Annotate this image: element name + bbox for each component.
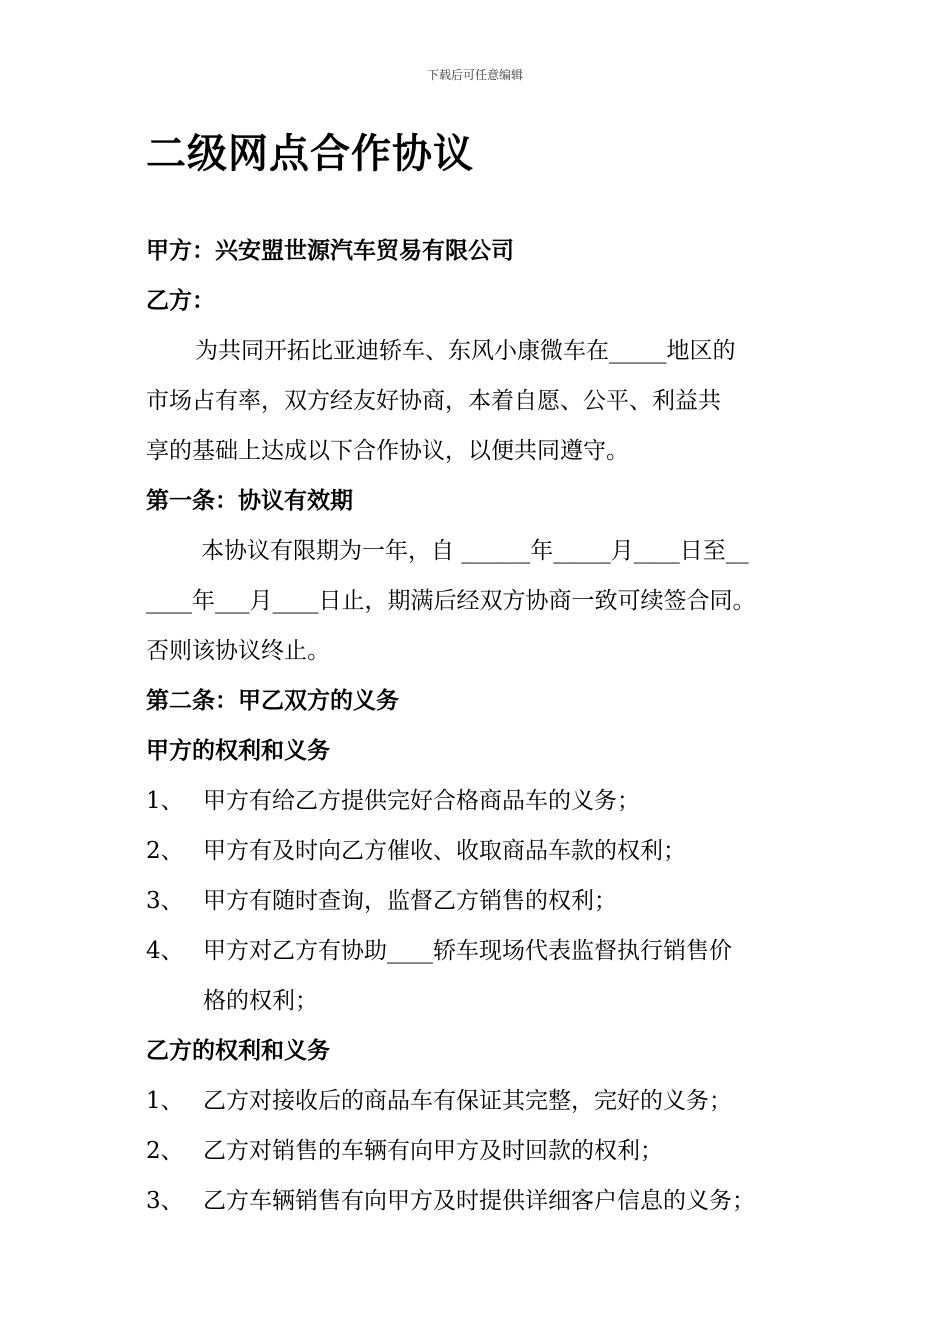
intro-line-1: 为共同开拓比亚迪轿车、东风小康微车在_____地区的 bbox=[195, 338, 736, 364]
document-body bbox=[146, 226, 826, 1226]
article-1-line-1: 本协议有限期为一年，自 ______年_____月____日至__ bbox=[201, 538, 749, 564]
list-item-number: 3、 bbox=[146, 1188, 184, 1214]
list-item bbox=[146, 776, 826, 826]
list-item-text: 甲方对乙方有协助____轿车现场代表监督执行销售价 bbox=[203, 938, 732, 964]
party-b-rights-heading: 乙方的权利和义务 bbox=[146, 1038, 330, 1064]
list-item-text: 甲方有及时向乙方催收、收取商品车款的权利； bbox=[203, 838, 686, 864]
page-header-note: 下载后可任意编辑 bbox=[426, 68, 523, 82]
list-item-number: 1、 bbox=[146, 1088, 184, 1114]
list-item-number: 2、 bbox=[146, 1138, 184, 1164]
list-item bbox=[146, 926, 826, 976]
article-1-line-3: 否则该协议终止。 bbox=[146, 638, 330, 664]
list-item-text: 乙方对销售的车辆有向甲方及时回款的权利； bbox=[203, 1138, 663, 1164]
list-item bbox=[146, 1126, 826, 1176]
list-item-text: 乙方车辆销售有向甲方及时提供详细客户信息的义务； bbox=[203, 1188, 755, 1214]
party-a-line: 甲方：兴安盟世源汽车贸易有限公司 bbox=[146, 238, 514, 264]
list-item-number: 2、 bbox=[146, 838, 184, 864]
list-item-number: 4、 bbox=[146, 938, 184, 964]
party-b-line: 乙方： bbox=[146, 288, 215, 314]
list-item-number: 3、 bbox=[146, 888, 184, 914]
party-a-rights-heading: 甲方的权利和义务 bbox=[146, 738, 330, 764]
intro-line-2: 市场占有率，双方经友好协商，本着自愿、公平、利益共 bbox=[146, 388, 721, 414]
list-item-text: 甲方有随时查询，监督乙方销售的权利； bbox=[203, 888, 617, 914]
list-item bbox=[146, 1076, 826, 1126]
list-item-text: 甲方有给乙方提供完好合格商品车的义务； bbox=[203, 788, 640, 814]
list-item-text: 乙方对接收后的商品车有保证其完整，完好的义务； bbox=[203, 1088, 732, 1114]
article-1-heading: 第一条：协议有效期 bbox=[146, 488, 353, 514]
intro-line-3: 享的基础上达成以下合作协议，以便共同遵守。 bbox=[146, 438, 629, 464]
list-item bbox=[146, 876, 826, 926]
document-title: 二级网点合作协议 bbox=[146, 131, 474, 177]
article-2-heading: 第二条：甲乙双方的义务 bbox=[146, 688, 399, 714]
list-item-continuation: 格的权利； bbox=[203, 988, 318, 1014]
list-item bbox=[146, 1176, 826, 1226]
article-1-line-2: ____年___月____日止，期满后经双方协商一致可续签合同。 bbox=[146, 588, 756, 614]
list-item-number: 1、 bbox=[146, 788, 184, 814]
list-item bbox=[146, 826, 826, 876]
